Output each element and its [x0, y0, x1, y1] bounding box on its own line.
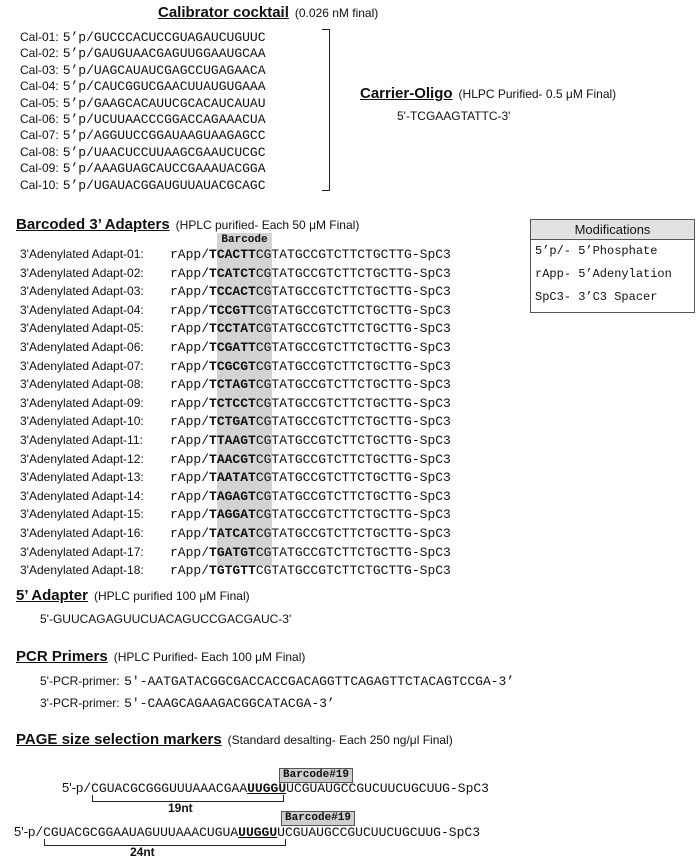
adapter-label: 3'Adenylated Adapt-17:	[20, 544, 144, 559]
adapter-label: 3'Adenylated Adapt-10:	[20, 414, 144, 429]
calibrator-label: Cal-04:	[20, 79, 59, 94]
modification-adenylation: rApp- 5’Adenylation	[535, 267, 672, 281]
calibrator-sequence: 5’p/CAUCGGUCGAACUUAUGUGAAA	[62, 79, 266, 95]
calibrator-sequence: 5’p/AGGUUCCGGAUAAGUAAGAGCC	[62, 128, 266, 144]
adapter-row	[20, 245, 451, 263]
adapter-label: 3'Adenylated Adapt-08:	[20, 377, 144, 392]
adapter-label: 3'Adenylated Adapt-09:	[20, 395, 144, 410]
adapter-barcode: TAATAT	[209, 470, 256, 486]
adapter-prefix: rApp/	[170, 488, 210, 504]
adapter-barcode: TCTAGT	[209, 377, 256, 393]
adapter-prefix: rApp/	[170, 358, 210, 374]
adapter-prefix: rApp/	[170, 451, 210, 467]
adapter-prefix: rApp/	[170, 321, 210, 337]
barcode-column-header: Barcode	[221, 234, 268, 246]
adapter-prefix: rApp/	[170, 470, 210, 486]
adapter-barcode: TCGCGT	[209, 358, 256, 374]
calibrator-bracket	[322, 29, 330, 191]
pcr-primer-3	[40, 694, 335, 712]
adapters-heading	[16, 216, 359, 234]
adapter-suffix: CGTATGCCGTCTTCTGCTTG-SpC3	[255, 247, 451, 262]
adapter-suffix: CGTATGCCGTCTTCTGCTTG-SpC3	[255, 377, 451, 393]
pcr-title: PCR Primers	[16, 648, 108, 665]
adapter-label: 3'Adenylated Adapt-03:	[20, 284, 144, 299]
adapter-row	[20, 375, 451, 393]
adapter-barcode: TCCGTT	[209, 302, 256, 318]
pcr-primer-5	[40, 672, 514, 690]
marker24-brace	[44, 839, 286, 846]
page-note: (Standard desalting- Each 250 ng/μl Final)	[227, 733, 453, 747]
modification-spacer: SpC3- 3’C3 Spacer	[535, 290, 658, 304]
adapter-suffix: CGTATGCCGTCTTCTGCTTG-SpC3	[255, 395, 451, 411]
adapter-barcode: TAGAGT	[209, 488, 256, 504]
calibrator-row	[20, 126, 266, 144]
adapter-barcode: TCACTT	[209, 247, 256, 262]
adapter5-note: (HPLC purified 100 μM Final)	[93, 589, 250, 603]
marker19-length: 19nt	[168, 801, 193, 815]
adapters-note: (HPLC purified- Each 50 μM Final)	[175, 218, 360, 232]
pcr-heading	[16, 648, 305, 666]
adapter-suffix: CGTATGCCGTCTTCTGCTTG-SpC3	[255, 526, 451, 541]
pcr-primer-5-sequence: 5'-AATGATACGGCGACCACCGACAGGTTCAGAGTTCTACAGTCCGA-3’	[124, 674, 515, 689]
calibrator-sequence: 5’p/UGAUACGGAUGUUAUACGCAGC	[62, 177, 266, 193]
pcr-primer-3-sequence: 5'-CAAGCAGAAGACGGCATACGA-3’	[124, 696, 335, 711]
adapter-suffix: CGTATGCCGTCTTCTGCTTG-SpC3	[255, 265, 451, 281]
adapter-barcode: TCTGAT	[209, 414, 256, 430]
calibrator-label: Cal-07:	[20, 128, 59, 143]
calibrator-sequence: 5’p/UAGCAUAUCGAGCCUGAGAACA	[62, 62, 266, 78]
adapter-row	[20, 264, 451, 282]
adapter-suffix: CGTATGCCGTCTTCTGCTTG-SpC3	[255, 284, 451, 300]
adapter-prefix: rApp/	[170, 507, 210, 523]
adapter-suffix: CGTATGCCGTCTTCTGCTTG-SpC3	[255, 507, 451, 523]
adapter-label: 3'Adenylated Adapt-16:	[20, 526, 144, 540]
calibrator-row	[20, 143, 266, 161]
adapter-row	[20, 319, 451, 337]
pcr-note: (HPLC Purified- Each 100 μM Final)	[113, 650, 306, 664]
modification-phosphate: 5’p/- 5’Phosphate	[535, 244, 658, 258]
calibrator-row	[20, 159, 266, 177]
carrier-title: Carrier-Oligo	[360, 85, 453, 102]
calibrator-title: Calibrator cocktail	[158, 4, 289, 21]
adapter-prefix: rApp/	[170, 265, 210, 281]
adapter-suffix: CGTATGCCGTCTTCTGCTTG-SpC3	[255, 433, 451, 448]
calibrator-row	[20, 77, 266, 95]
adapter-row	[20, 338, 451, 356]
adapter-suffix: CGTATGCCGTCTTCTGCTTG-SpC3	[255, 470, 451, 486]
pcr-primer-3-label: 3'-PCR-primer:	[40, 696, 120, 710]
adapter-row	[20, 431, 451, 449]
adapter-prefix: rApp/	[170, 247, 210, 262]
adapter-prefix: rApp/	[170, 340, 210, 355]
adapter-row	[20, 412, 451, 430]
marker19-barcode-tag: Barcode#19	[279, 768, 353, 783]
marker24-sequence	[14, 824, 480, 840]
adapter5-sequence: 5'-GUUCAGAGUUCUACAGUCCGACGAUC-3'	[40, 612, 292, 626]
adapter-label: 3'Adenylated Adapt-12:	[20, 451, 144, 466]
adapter-barcode: TTAAGT	[209, 433, 256, 448]
marker24-tail: UCGUAUGCCGUCUUCUGCUUG-SpC3	[277, 825, 480, 840]
adapters-title: Barcoded 3’ Adapters	[16, 216, 170, 233]
marker19-sequence	[62, 780, 489, 796]
adapter-label: 3'Adenylated Adapt-01:	[20, 247, 144, 261]
calibrator-row	[20, 61, 266, 79]
calibrator-sequence: 5’p/GAUGUAACGAGUUGGAAUGCAA	[62, 46, 266, 62]
marker24-prefix: 5'-p	[14, 824, 36, 839]
adapter-barcode: TCGATT	[209, 340, 256, 355]
adapter-suffix: CGTATGCCGTCTTCTGCTTG-SpC3	[255, 544, 451, 560]
carrier-heading	[360, 85, 616, 103]
adapter-row	[20, 450, 451, 468]
calibrator-label: Cal-10:	[20, 177, 59, 192]
calibrator-row	[20, 28, 266, 46]
calibrator-label: Cal-08:	[20, 144, 59, 159]
calibrator-sequence: 5’p/GAAGCACAUUCGCACAUCAUAU	[62, 95, 266, 111]
calibrator-label: Cal-02:	[20, 46, 59, 61]
adapter-label: 3'Adenylated Adapt-07:	[20, 358, 144, 373]
modifications-title: Modifications	[531, 220, 694, 240]
adapter-label: 3'Adenylated Adapt-06:	[20, 340, 144, 354]
adapter-row	[20, 487, 451, 505]
calibrator-label: Cal-06:	[20, 112, 59, 126]
marker19-tail: UCGUAUGCCGUCUUCUGCUUG-SpC3	[286, 781, 489, 796]
adapter-row	[20, 543, 451, 561]
marker19-slash: /	[83, 781, 92, 796]
adapter-row	[20, 301, 451, 319]
calibrator-note: (0.026 nM final)	[294, 6, 379, 20]
calibrator-label: Cal-01:	[20, 30, 59, 44]
adapter-suffix: CGTATGCCGTCTTCTGCTTG-SpC3	[255, 414, 451, 430]
adapter-barcode: TCCACT	[209, 284, 256, 300]
adapter-prefix: rApp/	[170, 284, 210, 300]
adapter-suffix: CGTATGCCGTCTTCTGCTTG-SpC3	[255, 488, 451, 504]
modifications-box	[530, 219, 695, 313]
marker24-barcode-tag: Barcode#19	[281, 811, 355, 826]
adapter-barcode: TGTGTT	[209, 563, 256, 579]
adapter5-heading	[16, 587, 250, 605]
adapter-prefix: rApp/	[170, 526, 210, 541]
adapter-label: 3'Adenylated Adapt-11:	[20, 433, 143, 447]
calibrator-label: Cal-09:	[20, 161, 59, 176]
adapter-prefix: rApp/	[170, 377, 210, 393]
adapter-row	[20, 524, 451, 542]
page-heading	[16, 731, 453, 749]
adapter-prefix: rApp/	[170, 395, 210, 411]
calibrator-row	[20, 110, 266, 128]
adapter-suffix: CGTATGCCGTCTTCTGCTTG-SpC3	[255, 563, 451, 579]
calibrator-heading	[158, 4, 378, 22]
adapter-barcode: TAACGT	[209, 451, 256, 467]
adapter-suffix: CGTATGCCGTCTTCTGCTTG-SpC3	[255, 321, 451, 337]
adapter-label: 3'Adenylated Adapt-13:	[20, 470, 144, 485]
adapter-label: 3'Adenylated Adapt-14:	[20, 488, 144, 503]
adapter-label: 3'Adenylated Adapt-02:	[20, 265, 144, 280]
carrier-note: (HLPC Purified- 0.5 μM Final)	[458, 87, 617, 101]
adapter-barcode: TCATCT	[209, 265, 256, 281]
page-title: PAGE size selection markers	[16, 731, 222, 748]
adapter-label: 3'Adenylated Adapt-05:	[20, 321, 144, 336]
adapter-prefix: rApp/	[170, 414, 210, 430]
calibrator-sequence: 5’p/GUCCCACUCCGUAGAUCUGUUC	[62, 30, 266, 45]
adapter-suffix: CGTATGCCGTCTTCTGCTTG-SpC3	[255, 451, 451, 467]
adapter-prefix: rApp/	[170, 302, 210, 318]
marker24-body: CGUACGCGGAAUAGUUUAAACUGUA	[43, 825, 239, 840]
adapter-row	[20, 282, 451, 300]
adapter-label: 3'Adenylated Adapt-18:	[20, 563, 144, 578]
marker24-slash: /	[35, 825, 44, 840]
adapter-barcode: TGATGT	[209, 544, 256, 560]
calibrator-sequence: 5’p/UCUUAACCCGGACCAGAAACUA	[62, 112, 266, 127]
carrier-sequence: 5'-TCGAAGTATTC-3'	[397, 109, 511, 123]
calibrator-row	[20, 44, 266, 62]
adapter-row	[20, 561, 451, 579]
adapter-row	[20, 394, 451, 412]
adapter-row	[20, 357, 451, 375]
calibrator-row	[20, 176, 266, 194]
calibrator-row	[20, 94, 266, 112]
adapter-barcode: TCCTAT	[209, 321, 256, 337]
adapter-prefix: rApp/	[170, 433, 210, 448]
marker24-barcode: UUGGU	[238, 825, 278, 840]
marker24-length: 24nt	[130, 845, 155, 859]
adapter-barcode: TCTCCT	[209, 395, 256, 411]
adapter-suffix: CGTATGCCGTCTTCTGCTTG-SpC3	[255, 302, 451, 318]
marker19-body: CGUACGCGGGUUUAAACGAA	[91, 781, 248, 796]
calibrator-label: Cal-03:	[20, 62, 59, 77]
marker19-prefix: 5'-p	[62, 780, 84, 795]
calibrator-label: Cal-05:	[20, 95, 59, 110]
calibrator-sequence: 5’p/UAACUCCUUAAGCGAAUCUCGC	[62, 144, 266, 160]
adapter-row	[20, 505, 451, 523]
adapter5-title: 5’ Adapter	[16, 587, 88, 604]
adapter-row	[20, 468, 451, 486]
adapter-suffix: CGTATGCCGTCTTCTGCTTG-SpC3	[255, 358, 451, 374]
marker19-barcode: UUGGU	[247, 781, 287, 796]
adapter-barcode: TAGGAT	[209, 507, 256, 523]
adapter-prefix: rApp/	[170, 544, 210, 560]
calibrator-sequence: 5’p/AAAGUAGCAUCCGAAAUACGGA	[62, 161, 266, 177]
adapter-prefix: rApp/	[170, 563, 210, 579]
pcr-primer-5-label: 5'-PCR-primer:	[40, 674, 120, 688]
adapter-label: 3'Adenylated Adapt-15:	[20, 507, 144, 522]
adapter-label: 3'Adenylated Adapt-04:	[20, 302, 144, 317]
adapter-barcode: TATCAT	[209, 526, 256, 541]
adapter-suffix: CGTATGCCGTCTTCTGCTTG-SpC3	[255, 340, 451, 355]
